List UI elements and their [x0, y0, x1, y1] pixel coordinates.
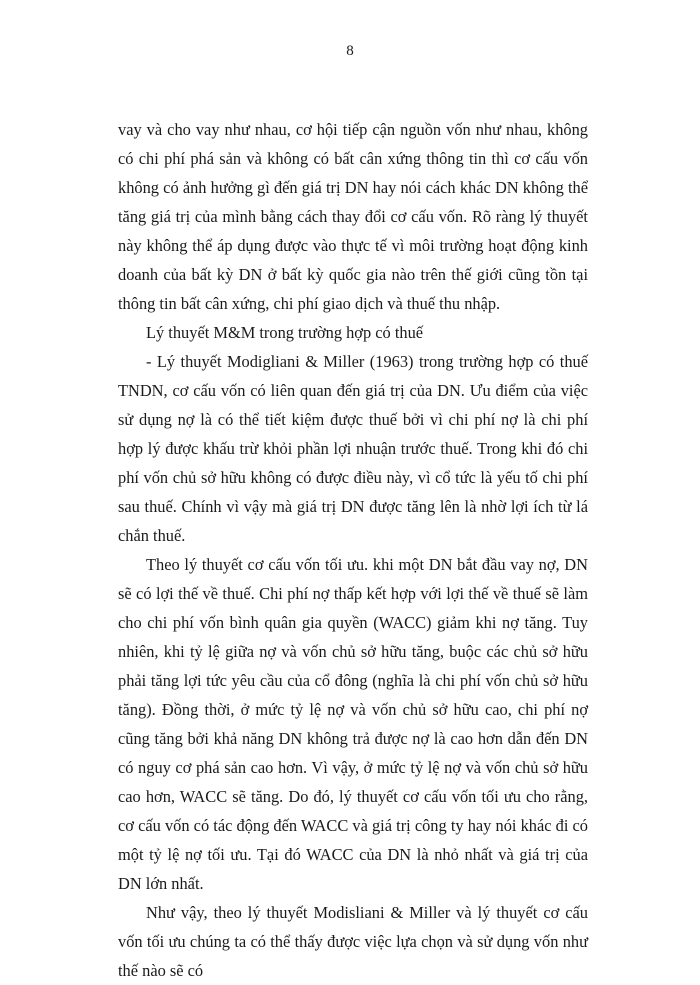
paragraph-modigliani-miller-1963: - Lý thuyết Modigliani & Miller (1963) trong trường hợp có thuế TNDN, cơ cấu vốn có liên quan đến giá trị của DN. Ưu điểm của việc sử dụng nợ là có thể tiết kiệm được thuế bởi vì chi phí nợ là chi phí hợp lý được khấu trừ khỏi phần lợi nhuận trước thuế. Trong khi đó chi phí vốn chủ sở hữu không có được điều này, vì cổ tức là yếu tố chi phí sau thuế. Chính vì vậy mà giá trị DN được tăng lên là nhờ lợi ích từ lá chắn thuế. — [118, 352, 588, 545]
paragraph-conclusion: Như vậy, theo lý thuyết Modisliani & Miller và lý thuyết cơ cấu vốn tối ưu chúng ta có thể thấy được việc lựa chọn và sử dụng vốn như thế nào sẽ có — [118, 903, 588, 980]
paragraph-capital-structure-continued: vay và cho vay như nhau, cơ hội tiếp cận nguồn vốn như nhau, không có chi phí phá sản và không có bất cân xứng thông tin thì cơ cấu vốn không có ảnh hưởng gì đến giá trị DN hay nói cách khác DN không thể tăng giá trị của mình bằng cách thay đổi cơ cấu vốn. Rõ ràng lý thuyết này không thể áp dụng được vào thực tế vì môi trường hoạt động kinh doanh của bất kỳ DN ở bất kỳ quốc gia nào trên thế giới cũng tồn tại thông tin bất cân xứng, chi phí giao dịch và thuế thu nhập. — [118, 120, 588, 313]
subheading-mm-with-tax: Lý thuyết M&M trong trường hợp có thuế — [146, 323, 424, 342]
paragraph-optimal-capital-structure: Theo lý thuyết cơ cấu vốn tối ưu. khi một DN bắt đầu vay nợ, DN sẽ có lợi thế về thuế. Chi phí nợ thấp kết hợp với lợi thế về thuế sẽ làm cho chi phí vốn bình quân gia quyền (WACC) giảm khi nợ tăng. Tuy nhiên, khi tỷ lệ giữa nợ và vốn chủ sở hữu tăng, buộc các chủ sở hữu phải tăng lợi tức yêu cầu của cổ đông (nghĩa là chi phí vốn chủ sở hữu tăng). Đồng thời, ở mức tỷ lệ nợ và vốn chủ sở hữu cao, chi phí nợ cũng tăng bởi khả năng DN không trả được nợ là cao hơn dẫn đến DN có nguy cơ phá sản cao hơn. Vì vậy, ở mức tỷ lệ nợ và vốn chủ sở hữu cao hơn, WACC sẽ tăng. Do đó, lý thuyết cơ cấu vốn tối ưu cho rằng, cơ cấu vốn có tác động đến WACC và giá trị công ty hay nói khác đi có một tỷ lệ nợ tối ưu. Tại đó WACC của DN là nhỏ nhất và giá trị của DN lớn nhất. — [118, 555, 588, 893]
page-number: 8 — [346, 43, 354, 59]
document-body — [118, 115, 588, 985]
